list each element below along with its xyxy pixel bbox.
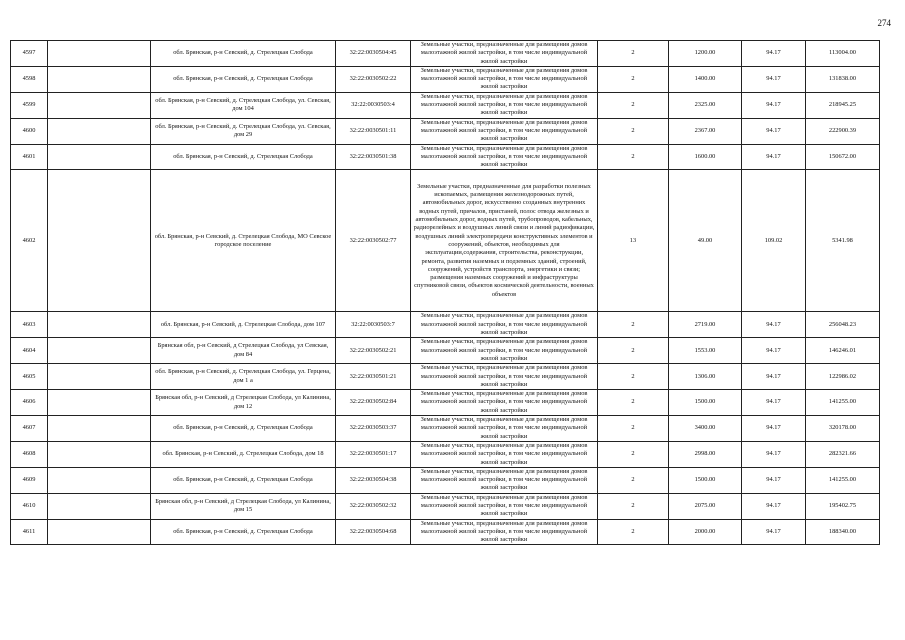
table-row [11, 170, 880, 312]
land-use-cell: Земельные участки, предназначенные для размещения домов малоэтажной жилой застройки, в том числе индивидуальной жилой застройки [411, 519, 598, 545]
cadastral-number-cell: 32:22:0030501:38 [336, 144, 411, 170]
land-use-cell: Земельные участки, предназначенные для размещения домов малоэтажной жилой застройки, в том числе индивидуальной жилой застройки [411, 312, 598, 338]
rate-cell: 94.17 [742, 493, 806, 519]
area-cell: 2325.00 [669, 92, 742, 118]
register-body [11, 41, 880, 545]
address-cell: обл. Брянская, р-н Севский, д. Стрелецкая Слобода [151, 416, 336, 442]
blank-cell [48, 66, 151, 92]
row-number-cell: 4610 [11, 493, 48, 519]
cadastral-number-cell: 32:22:0030504:38 [336, 467, 411, 493]
cadastral-number-cell: 32:22:0030504:45 [336, 41, 411, 67]
address-cell: обл. Брянская, р-н Севский, д. Стрелецкая Слобода, ул. Севская, дом 104 [151, 92, 336, 118]
rate-cell: 94.17 [742, 416, 806, 442]
blank-cell [48, 312, 151, 338]
blank-cell [48, 390, 151, 416]
area-cell: 2075.00 [669, 493, 742, 519]
blank-cell [48, 144, 151, 170]
row-number-cell: 4600 [11, 118, 48, 144]
address-cell: Брянская обл, р-н Севский, д Стрелецкая Слобода, ул Севская, дом 84 [151, 338, 336, 364]
blank-cell [48, 92, 151, 118]
row-number-cell: 4608 [11, 441, 48, 467]
row-number-cell: 4606 [11, 390, 48, 416]
area-cell: 2367.00 [669, 118, 742, 144]
row-number-cell: 4598 [11, 66, 48, 92]
group-cell: 2 [598, 312, 669, 338]
rate-cell: 94.17 [742, 144, 806, 170]
area-cell: 1600.00 [669, 144, 742, 170]
cadastral-number-cell: 32:22:0030503:4 [336, 92, 411, 118]
rate-cell: 109.02 [742, 170, 806, 312]
cadastral-value-cell: 282321.66 [806, 441, 880, 467]
table-row [11, 144, 880, 170]
land-use-cell: Земельные участки, предназначенные для размещения домов малоэтажной жилой застройки, в том числе индивидуальной жилой застройки [411, 416, 598, 442]
cadastral-number-cell: 32:22:0030502:32 [336, 493, 411, 519]
rate-cell: 94.17 [742, 519, 806, 545]
group-cell: 2 [598, 416, 669, 442]
area-cell: 2719.00 [669, 312, 742, 338]
cadastral-value-cell: 218945.25 [806, 92, 880, 118]
land-use-cell: Земельные участки, предназначенные для размещения домов малоэтажной жилой застройки, в том числе индивидуальной жилой застройки [411, 41, 598, 67]
cadastral-value-cell: 113004.00 [806, 41, 880, 67]
cadastral-number-cell: 32:22:0030501:11 [336, 118, 411, 144]
row-number-cell: 4607 [11, 416, 48, 442]
blank-cell [48, 170, 151, 312]
blank-cell [48, 118, 151, 144]
blank-cell [48, 441, 151, 467]
cadastral-number-cell: 32:22:0030501:17 [336, 441, 411, 467]
cadastral-register-table [10, 40, 880, 545]
rate-cell: 94.17 [742, 364, 806, 390]
cadastral-number-cell: 32:22:0030502:21 [336, 338, 411, 364]
group-cell: 2 [598, 441, 669, 467]
table-row [11, 519, 880, 545]
table-row [11, 416, 880, 442]
area-cell: 1400.00 [669, 66, 742, 92]
land-use-cell: Земельные участки, предназначенные для размещения домов малоэтажной жилой застройки, в том числе индивидуальной жилой застройки [411, 144, 598, 170]
land-use-cell: Земельные участки, предназначенные для размещения домов малоэтажной жилой застройки, в том числе индивидуальной жилой застройки [411, 66, 598, 92]
address-cell: обл. Брянская, р-н Севский, д. Стрелецкая Слобода, ул. Герцена, дом 1 а [151, 364, 336, 390]
cadastral-value-cell: 320178.00 [806, 416, 880, 442]
cadastral-value-cell: 141255.00 [806, 390, 880, 416]
cadastral-value-cell: 188340.00 [806, 519, 880, 545]
cadastral-value-cell: 150672.00 [806, 144, 880, 170]
cadastral-number-cell: 32:22:0030503:37 [336, 416, 411, 442]
table-row [11, 493, 880, 519]
blank-cell [48, 493, 151, 519]
rate-cell: 94.17 [742, 118, 806, 144]
group-cell: 2 [598, 41, 669, 67]
cadastral-value-cell: 195402.75 [806, 493, 880, 519]
area-cell: 49.00 [669, 170, 742, 312]
land-use-cell: Земельные участки, предназначенные для размещения домов малоэтажной жилой застройки, в том числе индивидуальной жилой застройки [411, 467, 598, 493]
blank-cell [48, 519, 151, 545]
area-cell: 3400.00 [669, 416, 742, 442]
address-cell: обл. Брянская, р-н Севский, д. Стрелецкая Слобода [151, 467, 336, 493]
group-cell: 13 [598, 170, 669, 312]
table-row [11, 312, 880, 338]
area-cell: 1306.00 [669, 364, 742, 390]
area-cell: 1500.00 [669, 467, 742, 493]
cadastral-number-cell: 32:22:0030503:7 [336, 312, 411, 338]
address-cell: обл. Брянская, р-н Севский, д. Стрелецкая Слобода, дом 107 [151, 312, 336, 338]
page-number: 274 [877, 18, 891, 28]
group-cell: 2 [598, 519, 669, 545]
land-use-cell: Земельные участки, предназначенные для размещения домов малоэтажной жилой застройки, в том числе индивидуальной жилой застройки [411, 390, 598, 416]
table-row [11, 390, 880, 416]
group-cell: 2 [598, 493, 669, 519]
address-cell: обл. Брянская, р-н Севский, д. Стрелецкая Слобода, ул. Севская, дом 29 [151, 118, 336, 144]
rate-cell: 94.17 [742, 467, 806, 493]
rate-cell: 94.17 [742, 41, 806, 67]
cadastral-value-cell: 122986.02 [806, 364, 880, 390]
group-cell: 2 [598, 390, 669, 416]
row-number-cell: 4602 [11, 170, 48, 312]
cadastral-value-cell: 131838.00 [806, 66, 880, 92]
cadastral-number-cell: 32:22:0030504:68 [336, 519, 411, 545]
table-row [11, 364, 880, 390]
group-cell: 2 [598, 467, 669, 493]
land-use-cell: Земельные участки, предназначенные для размещения домов малоэтажной жилой застройки, в том числе индивидуальной жилой застройки [411, 92, 598, 118]
address-cell: Брянская обл, р-н Севский, д Стрелецкая Слобода, ул Калинина, дом 12 [151, 390, 336, 416]
blank-cell [48, 467, 151, 493]
address-cell: Брянская обл, р-н Севский, д Стрелецкая Слобода, ул Калинина, дом 15 [151, 493, 336, 519]
land-use-cell: Земельные участки, предназначенные для размещения домов малоэтажной жилой застройки, в том числе индивидуальной жилой застройки [411, 364, 598, 390]
cadastral-number-cell: 32:22:0030501:21 [336, 364, 411, 390]
cadastral-value-cell: 222900.39 [806, 118, 880, 144]
row-number-cell: 4611 [11, 519, 48, 545]
table-row [11, 41, 880, 67]
address-cell: обл. Брянская, р-н Севский, д. Стрелецкая Слобода, МО Севское городское поселение [151, 170, 336, 312]
address-cell: обл. Брянская, р-н Севский, д. Стрелецкая Слобода [151, 519, 336, 545]
cadastral-value-cell: 146246.01 [806, 338, 880, 364]
cadastral-number-cell: 32:22:0030502:84 [336, 390, 411, 416]
table-row [11, 66, 880, 92]
land-use-cell: Земельные участки, предназначенные для размещения домов малоэтажной жилой застройки, в том числе индивидуальной жилой застройки [411, 118, 598, 144]
area-cell: 1500.00 [669, 390, 742, 416]
row-number-cell: 4597 [11, 41, 48, 67]
blank-cell [48, 416, 151, 442]
address-cell: обл. Брянская, р-н Севский, д. Стрелецкая Слобода [151, 41, 336, 67]
row-number-cell: 4604 [11, 338, 48, 364]
cadastral-value-cell: 141255.00 [806, 467, 880, 493]
row-number-cell: 4609 [11, 467, 48, 493]
rate-cell: 94.17 [742, 312, 806, 338]
table-row [11, 441, 880, 467]
table-row [11, 467, 880, 493]
group-cell: 2 [598, 66, 669, 92]
rate-cell: 94.17 [742, 338, 806, 364]
rate-cell: 94.17 [742, 441, 806, 467]
land-use-cell: Земельные участки, предназначенные для размещения домов малоэтажной жилой застройки, в том числе индивидуальной жилой застройки [411, 493, 598, 519]
land-use-cell: Земельные участки, предназначенные для размещения домов малоэтажной жилой застройки, в том числе индивидуальной жилой застройки [411, 441, 598, 467]
area-cell: 2000.00 [669, 519, 742, 545]
land-use-cell: Земельные участки, предназначенные для размещения домов малоэтажной жилой застройки, в том числе индивидуальной жилой застройки [411, 338, 598, 364]
area-cell: 1553.00 [669, 338, 742, 364]
cadastral-number-cell: 32:22:0030502:22 [336, 66, 411, 92]
cadastral-value-cell: 5341.98 [806, 170, 880, 312]
cadastral-value-cell: 256048.23 [806, 312, 880, 338]
row-number-cell: 4605 [11, 364, 48, 390]
table-row [11, 118, 880, 144]
group-cell: 2 [598, 144, 669, 170]
group-cell: 2 [598, 118, 669, 144]
row-number-cell: 4601 [11, 144, 48, 170]
table-row [11, 338, 880, 364]
group-cell: 2 [598, 364, 669, 390]
row-number-cell: 4603 [11, 312, 48, 338]
group-cell: 2 [598, 338, 669, 364]
group-cell: 2 [598, 92, 669, 118]
blank-cell [48, 41, 151, 67]
blank-cell [48, 338, 151, 364]
rate-cell: 94.17 [742, 92, 806, 118]
rate-cell: 94.17 [742, 390, 806, 416]
address-cell: обл. Брянская, р-н Севский, д. Стрелецкая Слобода, дом 18 [151, 441, 336, 467]
land-use-cell: Земельные участки, предназначенные для разработки полезных ископаемых, размещения железнодорожных путей, автомобильных дорог, искусственно созданных внутренних водных путей, причалов, пристаней, полос отвода железных и автомобильных дорог, водных путей, трубопроводов, кабельных, радиорелейных и воздушных линий связи и линий радиофикации, воздушных линий электропередачи конструктивных элементов и сооружений, объектов, необходимых для эксплуатации,содержания, строительства, реконструкции, ремонта, развития наземных и подземных зданий, строений, сооружений, устройств транспорта, энергетики и связи; размещения наземных сооружений и инфраструктуры спутниковой связи, объектов космической деятельности, военных объектов [411, 170, 598, 312]
address-cell: обл. Брянская, р-н Севский, д. Стрелецкая Слобода [151, 66, 336, 92]
blank-cell [48, 364, 151, 390]
cadastral-number-cell: 32:22:0030502:77 [336, 170, 411, 312]
row-number-cell: 4599 [11, 92, 48, 118]
table-row [11, 92, 880, 118]
area-cell: 2998.00 [669, 441, 742, 467]
area-cell: 1200.00 [669, 41, 742, 67]
rate-cell: 94.17 [742, 66, 806, 92]
address-cell: обл. Брянская, р-н Севский, д. Стрелецкая Слобода [151, 144, 336, 170]
